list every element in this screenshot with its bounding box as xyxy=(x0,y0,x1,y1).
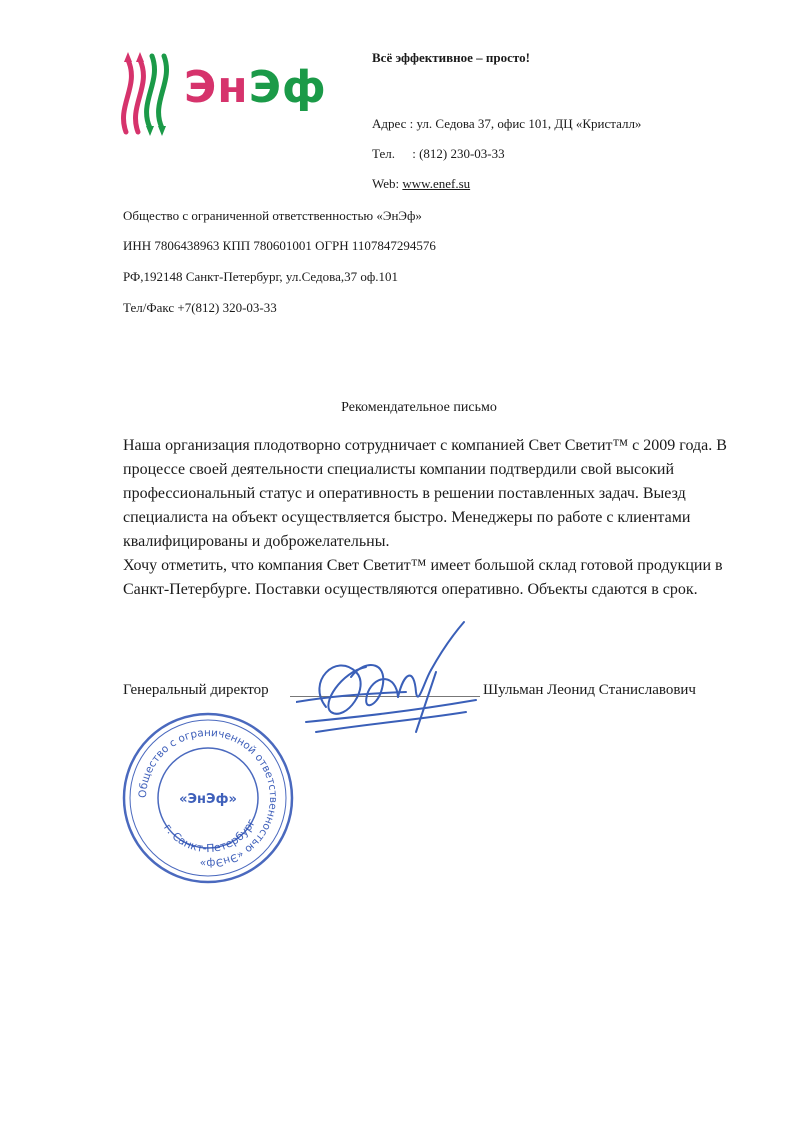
letter-title: Рекомендательное письмо xyxy=(341,400,497,415)
logo-wordmark-part2: Эф xyxy=(248,62,327,113)
header-phone xyxy=(372,146,505,162)
signatory-name: Шульман Леонид Станиславович xyxy=(483,682,696,698)
stamp-center-text: «ЭнЭф» xyxy=(179,792,237,807)
company-ids: ИНН 7806438963 КПП 780601001 ОГРН 1107847294576 xyxy=(123,238,436,253)
header-phone-label: Тел. xyxy=(372,146,395,161)
company-stamp xyxy=(118,708,298,888)
website-link[interactable]: www.enef.su xyxy=(402,176,471,191)
signatory-role: Генеральный директор xyxy=(123,682,269,698)
stamp-bottom-text: г. Санкт-Петербург xyxy=(161,816,259,856)
logo-wordmark xyxy=(184,62,327,113)
header-web xyxy=(372,176,470,192)
header-web-label: Web: xyxy=(372,176,403,191)
header-phone-value: : (812) 230-03-33 xyxy=(412,146,505,161)
company-logo xyxy=(118,46,328,146)
company-address: РФ,192148 Санкт-Петербург, ул.Седова,37 оф.101 xyxy=(123,269,399,284)
logo-waves-icon xyxy=(118,46,182,142)
logo-wordmark-part1: Эн xyxy=(184,62,249,113)
stamp-outer-text: Общество с ограниченной ответственностью «ЭнЭф» xyxy=(136,726,280,870)
header-address: Адрес : ул. Седова 37, офис 101, ДЦ «Кристалл» xyxy=(372,116,642,131)
letter-paragraph-1: Наша организация плодотворно сотрудничает с компанией Свет Светит™ с 2009 года. В процессе своей деятельности специалисты компании подтвердили свой высокий профессиональный статус и оперативность в решении поставленных задач. Выезд специалиста на объект осуществляется быстро. Менеджеры по работе с клиентами квалифицированы и доброжелательны. xyxy=(123,437,727,550)
company-name: Общество с ограниченной ответственностью «ЭнЭф» xyxy=(123,208,422,223)
handwritten-signature xyxy=(296,612,486,752)
letter-paragraph-2: Хочу отметить, что компания Свет Светит™ имеет большой склад готовой продукции в Санкт-Петербурге. Поставки осуществляются оперативно. Объекты сдаются в срок. xyxy=(123,557,723,598)
slogan: Всё эффективное – просто! xyxy=(372,50,530,65)
company-fax: Тел/Факс +7(812) 320-03-33 xyxy=(123,300,277,315)
